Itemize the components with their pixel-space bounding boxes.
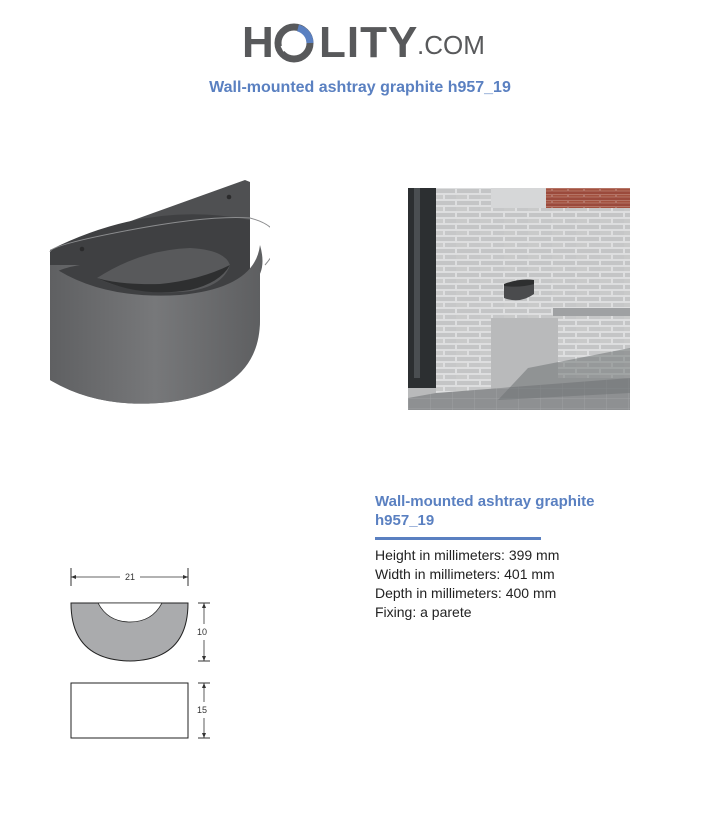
product-title-line2: h957_19 bbox=[375, 512, 435, 529]
brand-logo[interactable] bbox=[240, 18, 485, 68]
technical-drawing bbox=[60, 560, 230, 750]
page-title: Wall-mounted ashtray graphite h957_19 bbox=[209, 79, 511, 96]
logo-letters-rest: LITY bbox=[319, 18, 419, 67]
product-title-line1: Wall-mounted ashtray graphite bbox=[375, 493, 595, 510]
width-dimension-label: 21 bbox=[124, 572, 136, 582]
logo-com: .COM bbox=[417, 30, 485, 60]
logo-o-icon bbox=[274, 23, 314, 63]
spec-depth: Depth in millimeters: 400 mm bbox=[375, 585, 557, 601]
spec-height: Height in millimeters: 399 mm bbox=[375, 547, 560, 563]
height-dimension-label: 15 bbox=[196, 705, 208, 715]
installation-scene-image[interactable] bbox=[408, 188, 630, 410]
logo-letter-h: H bbox=[242, 18, 275, 67]
product-image[interactable] bbox=[40, 170, 270, 415]
depth-dimension-label: 10 bbox=[196, 627, 208, 637]
spec-width: Width in millimeters: 401 mm bbox=[375, 566, 555, 582]
product-title bbox=[375, 492, 675, 530]
title-divider bbox=[375, 537, 541, 540]
product-info bbox=[375, 492, 675, 622]
spec-fixing: Fixing: a parete bbox=[375, 604, 472, 620]
